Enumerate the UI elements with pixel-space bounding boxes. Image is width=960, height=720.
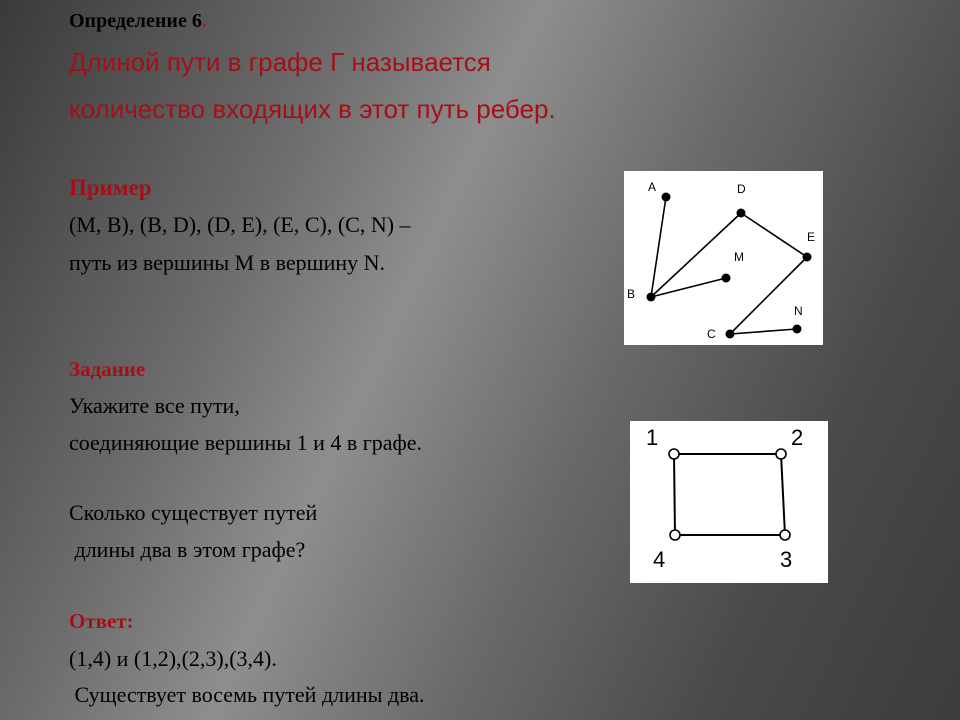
edge-2-3 (781, 454, 785, 535)
vertex-3 (780, 530, 790, 540)
task-line-1: Укажите все пути, (69, 393, 240, 418)
vertex-e (803, 253, 812, 262)
task-line-4: длины два в этом графе? (69, 537, 306, 562)
label-1: 1 (646, 425, 659, 450)
graph-task-panel (630, 421, 828, 583)
task-line-2: соединяющие вершины 1 и 4 в графе. (69, 430, 423, 455)
edge-e-c (730, 257, 807, 334)
answer-line-1: (1,4) и (1,2),(2,3),(3,4). (69, 646, 277, 671)
task-line-3: Сколько существует путей (69, 500, 318, 525)
edge-b-d (651, 213, 741, 297)
graph-example-vertices (647, 193, 812, 339)
graph-task-vertices (669, 449, 790, 540)
graph-example-edges (651, 197, 807, 334)
definition-line-1: Длиной пути в графе Г называется (69, 47, 491, 77)
label-e: E (807, 230, 816, 244)
vertex-a (662, 193, 671, 202)
graph-task-labels (646, 425, 803, 572)
graph-example-panel (624, 171, 823, 345)
label-b: B (627, 287, 636, 301)
vertex-2 (776, 449, 786, 459)
example-line-2: путь из вершины M в вершину N. (69, 250, 386, 275)
label-m: M (734, 250, 744, 264)
label-d: D (737, 182, 746, 196)
edge-c-n (730, 329, 797, 334)
edge-4-1 (674, 454, 675, 535)
vertex-4 (670, 530, 680, 540)
label-3: 3 (780, 547, 793, 572)
label-c: C (707, 327, 716, 341)
label-n: N (794, 304, 803, 318)
answer-line-2: Существует восемь путей длины два. (69, 682, 425, 707)
vertex-b (647, 293, 656, 302)
vertex-d (737, 209, 746, 218)
definition-title-text: Определение 6 (69, 10, 202, 32)
graph-task (630, 421, 828, 583)
answer-heading: Ответ: (69, 609, 134, 633)
graph-example (624, 171, 823, 345)
edge-b-a (651, 197, 666, 297)
graph-example-labels (627, 180, 815, 341)
vertex-1 (669, 449, 679, 459)
task-heading: Задание (69, 357, 146, 381)
label-2: 2 (791, 425, 804, 450)
label-a: A (648, 180, 657, 194)
label-4: 4 (653, 547, 666, 572)
vertex-n (793, 325, 802, 334)
example-heading: Пример (69, 175, 152, 200)
definition-line-2: количество входящих в этот путь ребер. (69, 94, 556, 124)
definition-title-dot: . (201, 10, 207, 32)
edge-d-e (741, 213, 807, 257)
definition-title (69, 10, 207, 33)
example-line-1: (M, B), (B, D), (D, E), (E, C), (C, N) – (69, 212, 411, 237)
graph-task-edges (674, 454, 785, 535)
vertex-c (726, 330, 735, 339)
vertex-m (722, 274, 731, 283)
